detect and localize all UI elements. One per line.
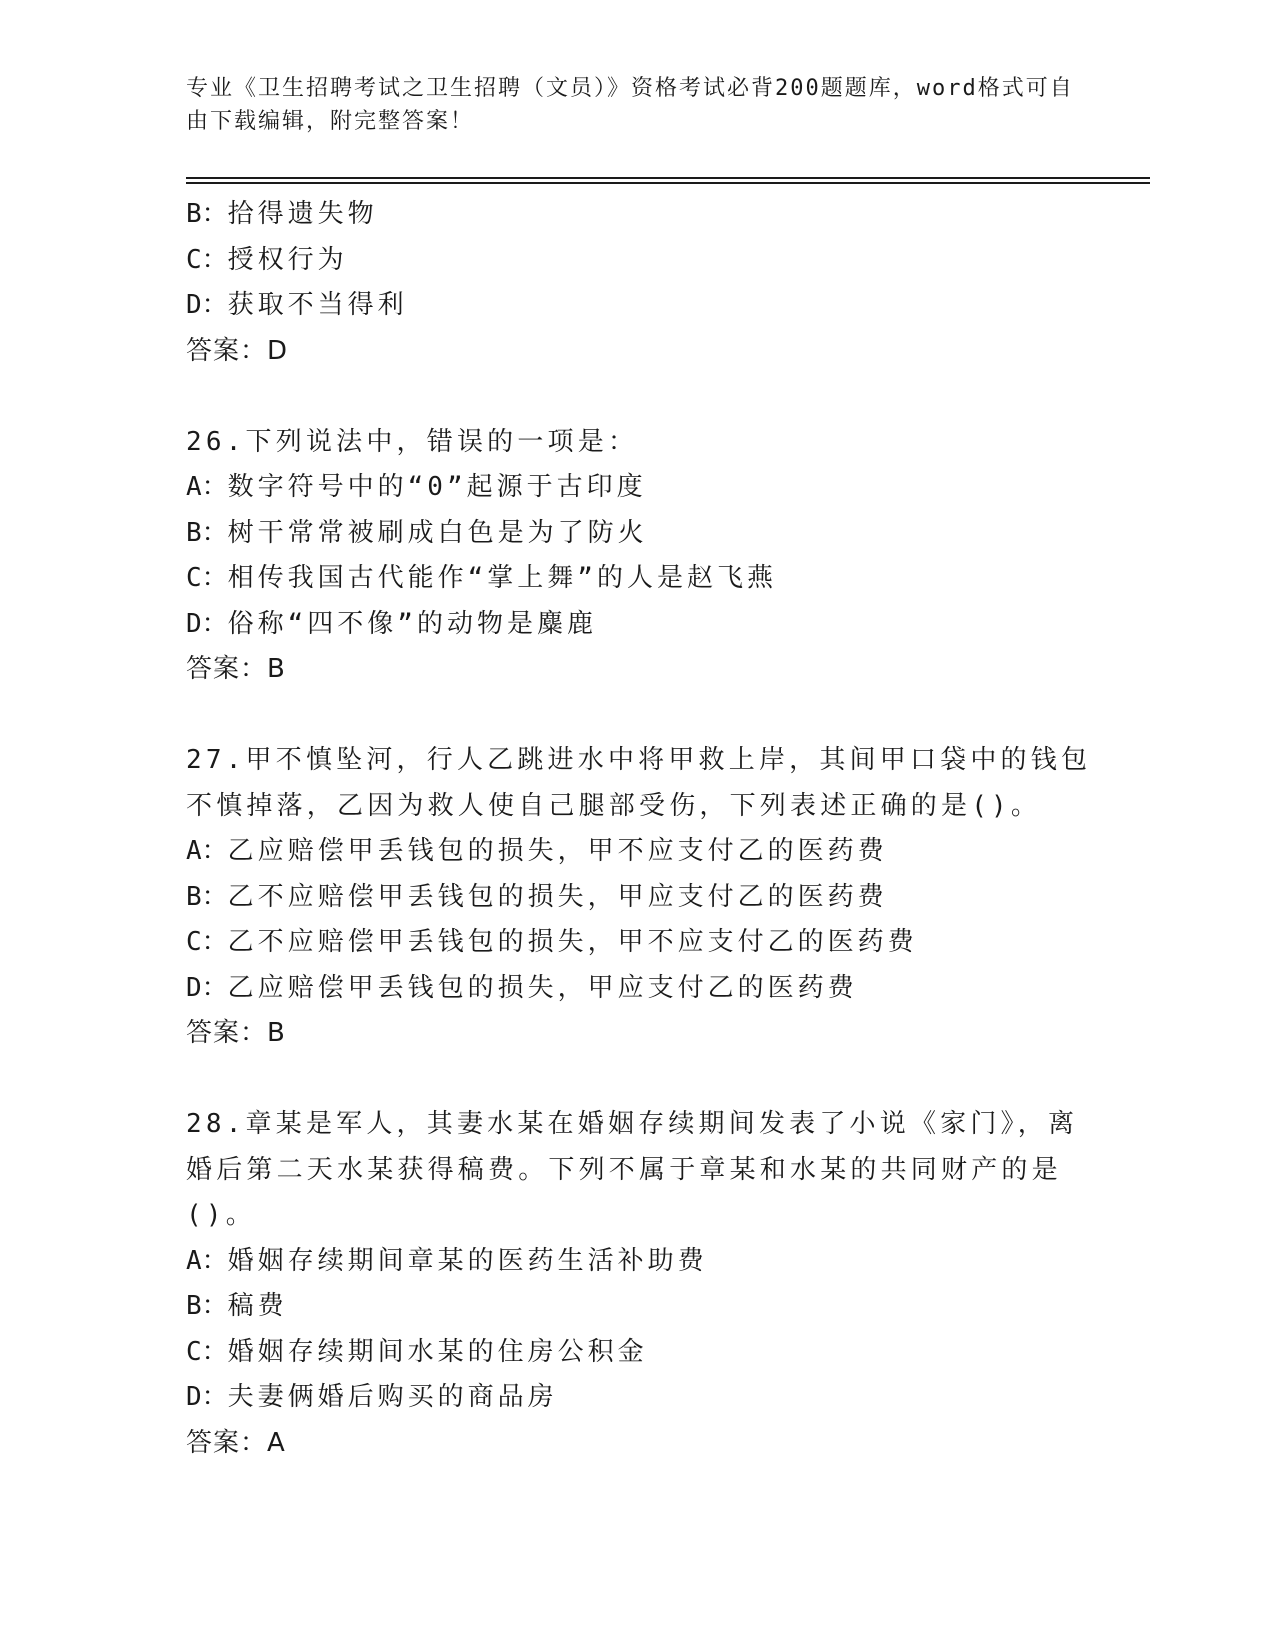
question-stem: 26.下列说法中，错误的一项是： xyxy=(186,426,639,457)
document-header: 专业《卫生招聘考试之卫生招聘（文员）》资格考试必背200题题库，word格式可自由下载编辑，附完整答案！ xyxy=(186,76,1074,134)
answer-line: 答案：B xyxy=(186,654,286,684)
option-a: A：婚姻存续期间章某的医药生活补助费 xyxy=(186,1245,708,1276)
question-26 xyxy=(186,420,1106,693)
option-c: C：授权行为 xyxy=(186,244,348,275)
option-c: C：乙不应赔偿甲丢钱包的损失，甲不应支付乙的医药费 xyxy=(186,927,918,957)
option-d: D：获取不当得利 xyxy=(186,290,408,320)
question-list xyxy=(186,192,1106,1466)
question-stem: 27.甲不慎坠河，行人乙跳进水中将甲救上岸，其间甲口袋中的钱包不慎掉落，乙因为救人使自己腿部受伤，下列表述正确的是()。 xyxy=(186,745,1092,821)
option-d: D：俗称“四不像”的动物是麋鹿 xyxy=(186,608,597,639)
answer-line: 答案：B xyxy=(186,1018,286,1048)
option-d: D：乙应赔偿甲丢钱包的损失，甲应支付乙的医药费 xyxy=(186,972,858,1003)
option-d: D：夫妻俩婚后购买的商品房 xyxy=(186,1382,558,1412)
option-c: C：相传我国古代能作“掌上舞”的人是赵飞燕 xyxy=(186,563,777,593)
option-b: B：乙不应赔偿甲丢钱包的损失，甲应支付乙的医药费 xyxy=(186,881,888,912)
option-b: B：拾得遗失物 xyxy=(186,199,378,229)
question-27 xyxy=(186,738,1106,1057)
answer-line: 答案：D xyxy=(186,335,289,366)
question-25 xyxy=(186,192,1106,374)
option-b: B：树干常常被刷成白色是为了防火 xyxy=(186,517,648,548)
header-rule-top xyxy=(186,177,1150,179)
option-a: A：乙应赔偿甲丢钱包的损失，甲不应支付乙的医药费 xyxy=(186,836,888,866)
answer-line: 答案：A xyxy=(186,1427,286,1458)
option-a: A：数字符号中的“0”起源于古印度 xyxy=(186,472,647,502)
question-28 xyxy=(186,1102,1106,1466)
header-rule-bottom xyxy=(186,182,1150,184)
question-stem: 28.章某是军人，其妻水某在婚姻存续期间发表了小说《家门》，离婚后第二天水某获得稿费。下列不属于章某和水某的共同财产的是()。 xyxy=(186,1109,1079,1230)
option-b: B：稿费 xyxy=(186,1291,288,1321)
option-c: C：婚姻存续期间水某的住房公积金 xyxy=(186,1336,648,1367)
